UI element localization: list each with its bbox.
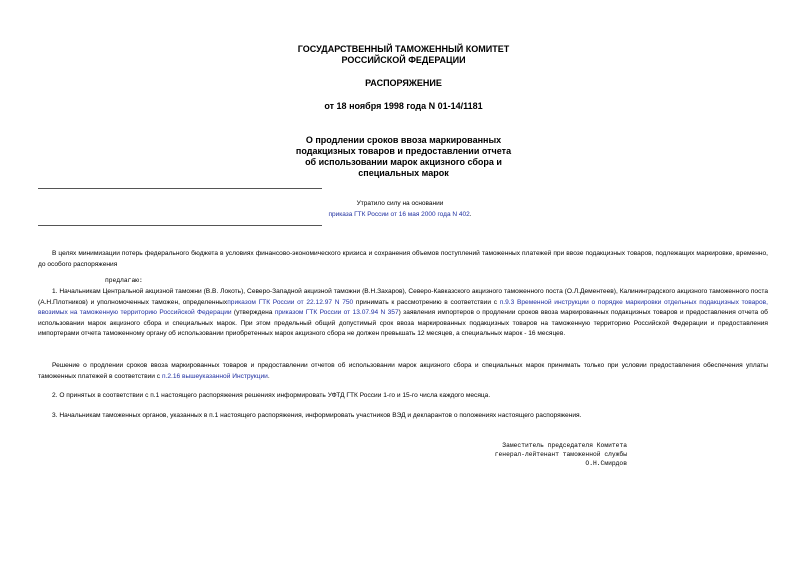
signature-name: О.Н.Смирдов (585, 460, 627, 467)
divider-bottom (38, 225, 322, 226)
item1-text-c: (утверждена (233, 309, 273, 316)
order-357-link[interactable]: приказом ГТК России от 13.07.94 N 357 (274, 309, 399, 316)
item1-text-d: ) заявления импортеров о продлении сроков ввоза маркированных подакцизных товаров и предоставления отчета об использовании марок акцизного сбора и специальных марок. При этом предельный общий допустимый срок ввоза маркированных подакцизных товаров на таможенную территорию Российской Федерации и предоставления импортерами отчета таможенному органу об использовании приобретенных марок акцизного сбора не должен превышать 12 месяцев, а специальных марок - 16 месяцев. (38, 309, 768, 337)
status-period: . (469, 211, 472, 218)
decision-text-b: . (267, 372, 270, 380)
preamble-paragraph: В целях минимизации потерь федерального бюджета в условиях финансово-экономического кризиса и сохранения объемов поступлений таможенных платежей при ввозе подакцизных товаров, подлежащих маркировке, временно, до особого распоряжения (38, 250, 768, 268)
item1-paragraph (38, 287, 768, 340)
item1-text-b: принимать к рассмотрению в соответствии с (355, 298, 498, 306)
org-name-line1: ГОСУДАРСТВЕННЫЙ ТАМОЖЕННЫЙ КОМИТЕТ (297, 44, 510, 54)
instruction-p216-link[interactable]: п.2.16 вышеуказанной Инструкции (161, 372, 268, 380)
title-line3: об использовании марок акцизного сбора и (305, 157, 502, 167)
document-type: РАСПОРЯЖЕНИЕ (365, 78, 442, 88)
instruction-p93-link[interactable]: п.9.3 Временной инструкции о порядке маркировки отдельных подакцизных товаров, ввозимых на таможенную территорию Российской Федерации (38, 298, 768, 316)
title-line4: специальных марок (358, 168, 449, 178)
repeal-order-link[interactable]: приказа ГТК России от 16 мая 2000 года N 402 (328, 211, 470, 218)
item1-text-a: 1. Начальникам Центральной акцизной таможни (В.В. Локоть), Северо-Западной акцизной таможни (В.Н.Захаров), Северо-Кавказского акцизного таможенного поста (О.Л.Дементеев), Калининградского акцизного таможенного поста (А.Н.Плотников) и уполномоченных таможен, определенных (38, 288, 768, 306)
order-750-link[interactable]: приказом ГТК России от 22.12.97 N 750 (227, 298, 354, 306)
divider-top (38, 188, 322, 189)
item2-paragraph: 2. О принятых в соответствии с п.1 настоящего распоряжения решениях информировать УФТД ГТК России 1-го и 15-го числа каждого месяца. (52, 392, 491, 399)
signature-position: Заместитель председателя Комитета (502, 442, 627, 449)
status-note: Утратило силу на основании (356, 200, 444, 207)
proposes-word: предлагаю: (105, 277, 143, 284)
decision-paragraph (38, 361, 768, 382)
decision-text-a: Решение о продлении сроков ввоза маркированных товаров и предоставлении отчетов об использовании марок акцизного сбора и специальных марок принимать только при условии предоставления обеспечения уплаты таможенных платежей в соответствии с (38, 362, 768, 380)
signature-rank: генерал-лейтенант таможенной службы (494, 451, 627, 458)
title-line1: О продлении сроков ввоза маркированных (305, 135, 502, 145)
item3-paragraph: 3. Начальникам таможенных органов, указанных в п.1 настоящего распоряжения, информировать участников ВЭД и декларантов о положениях настоящего распоряжения. (52, 412, 582, 419)
org-name-line2: РОССИЙСКОЙ ФЕДЕРАЦИИ (341, 55, 466, 65)
title-line2: подакцизных товаров и предоставлении отчета (295, 146, 512, 156)
document-date-number: от 18 ноября 1998 года N 01-14/1181 (324, 101, 483, 111)
status-link-line (300, 210, 500, 220)
